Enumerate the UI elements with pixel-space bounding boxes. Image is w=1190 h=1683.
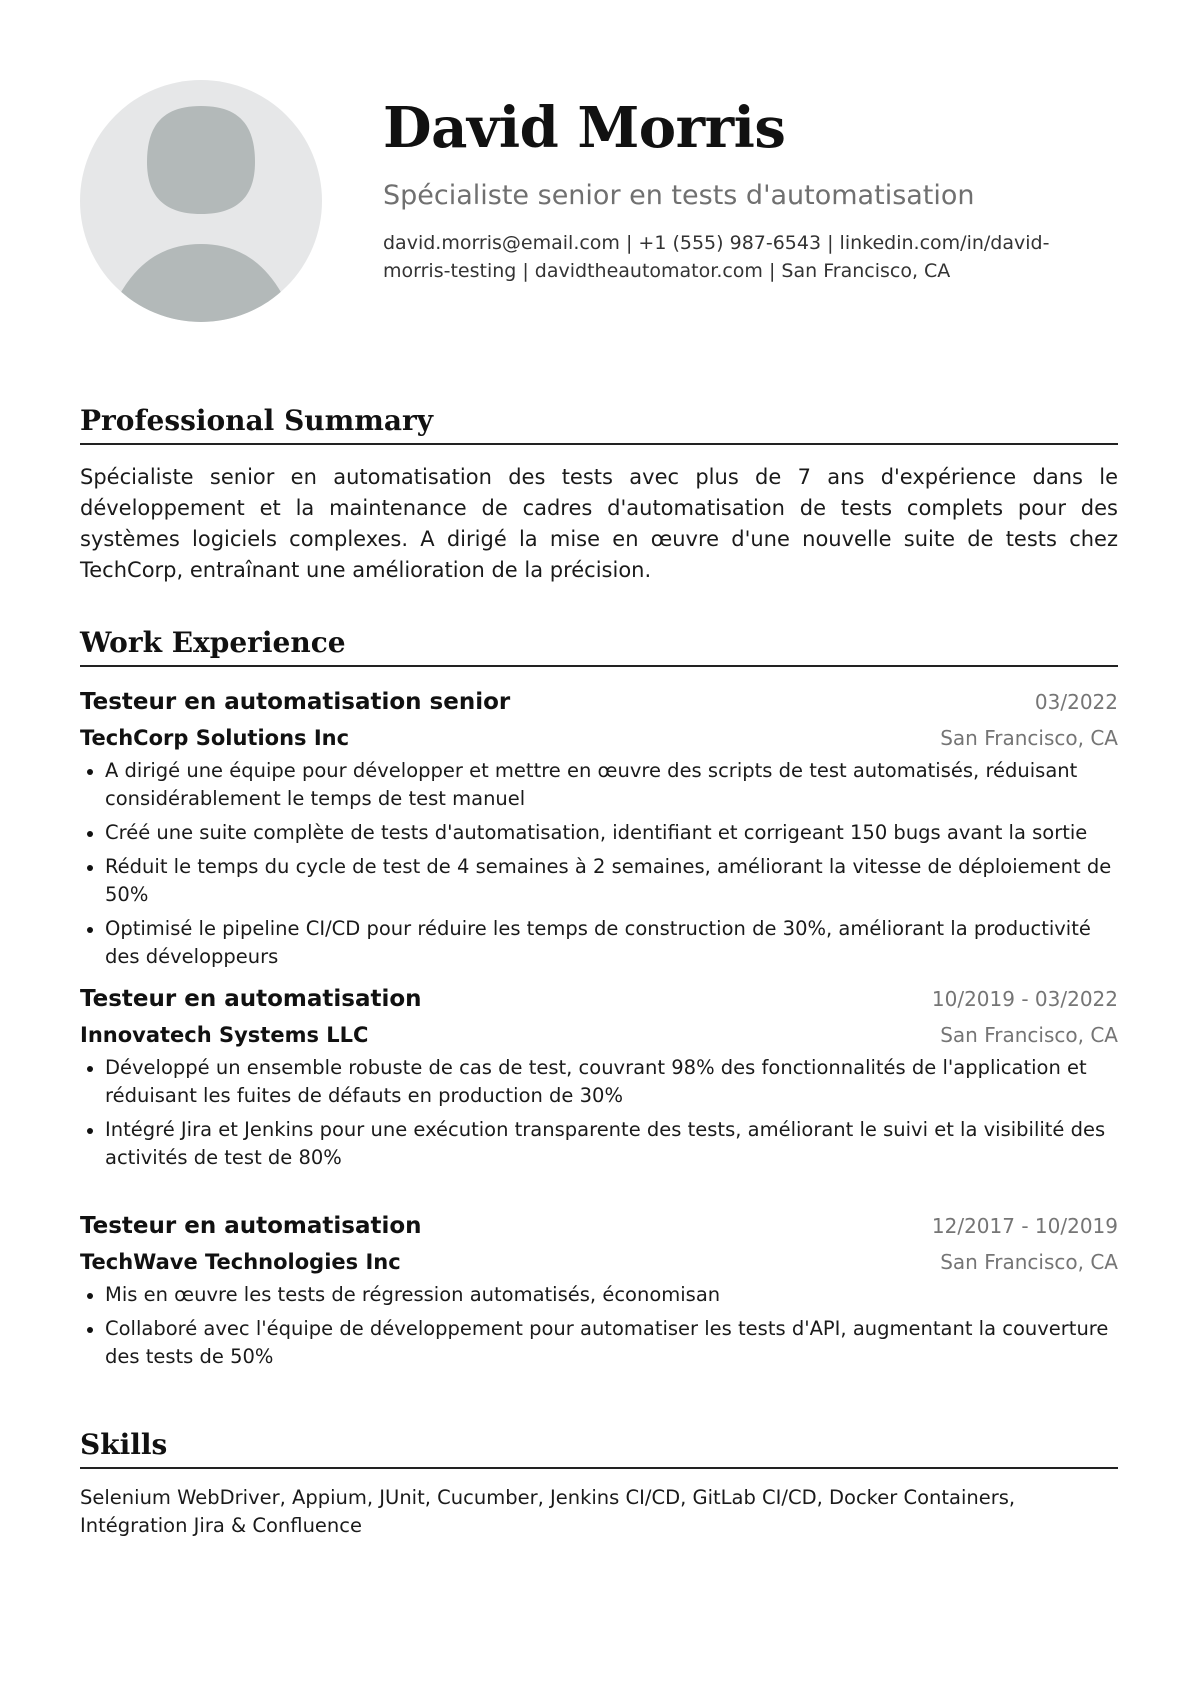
job-title: Testeur en automatisation xyxy=(80,986,422,1012)
job-header xyxy=(80,1209,1118,1245)
job-subheader xyxy=(80,1018,1118,1054)
job-bullet: Créé une suite complète de tests d'automatisation, identifiant et corrigeant 150 bugs avant la sortie xyxy=(80,819,1118,847)
job-subheader xyxy=(80,721,1118,757)
job-bullets xyxy=(80,1281,1118,1371)
job-date: 12/2017 - 10/2019 xyxy=(931,1214,1118,1238)
section-title-skills: Skills xyxy=(80,1425,1118,1469)
job-entry xyxy=(80,982,1118,1178)
job-bullet: Intégré Jira et Jenkins pour une exécution transparente des tests, améliorant le suivi et la visibilité des activités de test de 80% xyxy=(80,1116,1118,1172)
job-entry xyxy=(80,685,1118,977)
skills-text: Selenium WebDriver, Appium, JUnit, Cucumber, Jenkins CI/CD, GitLab CI/CD, Docker Containers, Intégration Jira & Confluence xyxy=(80,1486,1016,1537)
section-title-summary: Professional Summary xyxy=(80,401,1118,445)
job-subheader xyxy=(80,1245,1118,1281)
candidate-name: David Morris xyxy=(383,95,786,161)
job-location: San Francisco, CA xyxy=(940,1023,1118,1047)
job-bullet: Collaboré avec l'équipe de développement pour automatiser les tests d'API, augmentant la couverture des tests de 50% xyxy=(80,1315,1118,1371)
job-entry xyxy=(80,1209,1118,1377)
job-bullets xyxy=(80,1054,1118,1172)
job-title: Testeur en automatisation senior xyxy=(80,689,511,715)
job-bullets xyxy=(80,757,1118,971)
user-silhouette-icon xyxy=(80,80,322,322)
job-company: TechWave Technologies Inc xyxy=(80,1250,401,1274)
job-location: San Francisco, CA xyxy=(940,726,1118,750)
job-bullet: Développé un ensemble robuste de cas de test, couvrant 98% des fonctionnalités de l'application et réduisant les fuites de défauts en production de 30% xyxy=(80,1054,1118,1110)
job-bullet: Mis en œuvre les tests de régression automatisés, économisan xyxy=(80,1281,1118,1309)
candidate-headline: Spécialiste senior en tests d'automatisation xyxy=(383,180,975,211)
job-bullet: Optimisé le pipeline CI/CD pour réduire les temps de construction de 30%, améliorant la productivité des développeurs xyxy=(80,915,1118,971)
job-company: Innovatech Systems LLC xyxy=(80,1023,369,1047)
job-bullet: Réduit le temps du cycle de test de 4 semaines à 2 semaines, améliorant la vitesse de déploiement de 50% xyxy=(80,853,1118,909)
job-company: TechCorp Solutions Inc xyxy=(80,726,350,750)
avatar-placeholder xyxy=(80,80,322,322)
section-title-experience: Work Experience xyxy=(80,623,1118,667)
job-header xyxy=(80,685,1118,721)
job-header xyxy=(80,982,1118,1018)
job-title: Testeur en automatisation xyxy=(80,1213,422,1239)
job-bullet: A dirigé une équipe pour développer et mettre en œuvre des scripts de test automatisés, réduisant considérablement le temps de test manuel xyxy=(80,757,1118,813)
job-location: San Francisco, CA xyxy=(940,1250,1118,1274)
contact-info: david.morris@email.com | +1 (555) 987-6543 | linkedin.com/in/david-morris-testing | davidtheautomator.com | San Francisco, CA xyxy=(383,232,1050,282)
job-date: 03/2022 xyxy=(1034,690,1118,714)
job-date: 10/2019 - 03/2022 xyxy=(931,987,1118,1011)
summary-text: Spécialiste senior en automatisation des tests avec plus de 7 ans d'expérience dans le développement et la maintenance de cadres d'automatisation de tests complets pour des systèmes logiciels complexes. A dirigé la mise en œuvre d'une nouvelle suite de tests chez TechCorp, entraînant une amélioration de la précision. xyxy=(80,465,1118,582)
